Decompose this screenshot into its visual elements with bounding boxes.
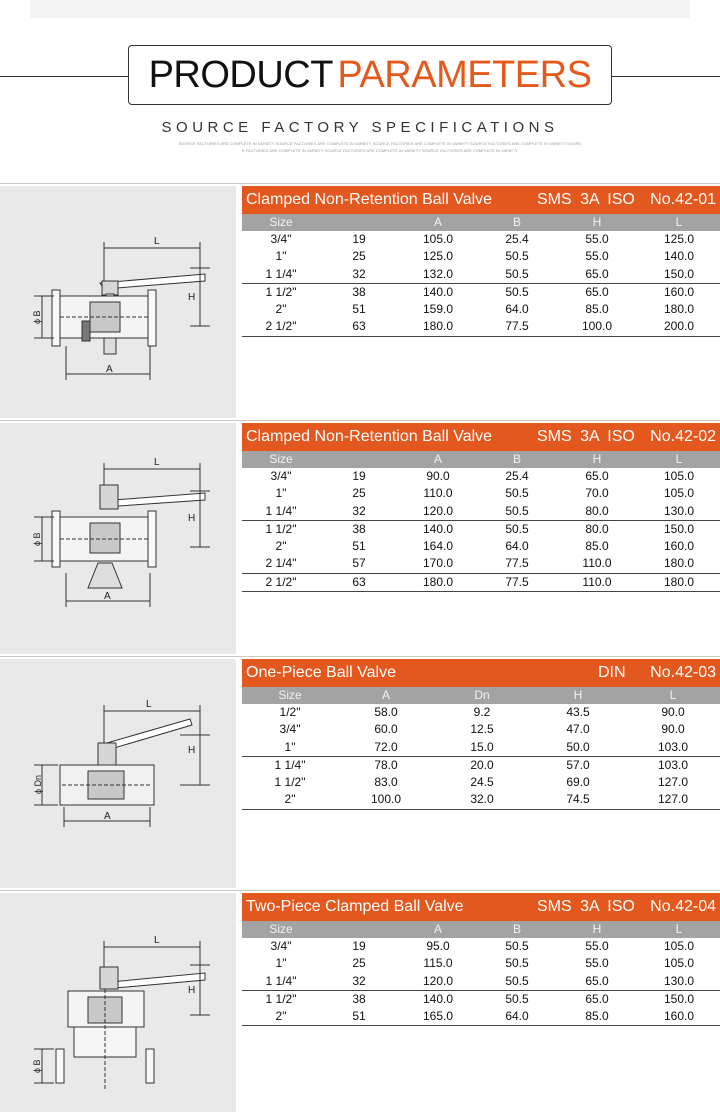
title-dark-word: PRODUCT <box>148 54 333 96</box>
table-cell: 115.0 <box>423 956 453 971</box>
spec-table-42-04 <box>242 893 720 1026</box>
header-rule-right <box>612 76 720 77</box>
table-cell: 50.5 <box>505 486 529 501</box>
table-cell: 38 <box>352 521 366 536</box>
section-divider <box>0 183 720 184</box>
table-row <box>242 468 720 485</box>
table-cell: 95.0 <box>426 939 450 953</box>
column-header <box>320 451 398 468</box>
column-header: Size <box>269 452 293 466</box>
table-cell: 1 1/2" <box>265 991 297 1006</box>
dim-label-B: ϕ B <box>32 310 42 324</box>
table-row <box>242 555 720 573</box>
table-cell: 32.0 <box>470 792 494 807</box>
column-header: L <box>675 452 683 466</box>
table-cell: 150.0 <box>663 521 695 536</box>
column-header: H <box>573 688 583 702</box>
dim-label-A: A <box>104 811 111 822</box>
table-cell: 200.0 <box>663 319 695 334</box>
table-cell: 50.5 <box>505 973 529 988</box>
table-row <box>242 301 720 318</box>
table-cell: 150.0 <box>663 991 695 1006</box>
table-row <box>242 990 720 1008</box>
valve-drawing-42-04 <box>0 893 236 1112</box>
table-cell: 63 <box>352 319 366 334</box>
table-cell: 160.0 <box>663 1009 695 1024</box>
table-cell: 130.0 <box>663 503 695 518</box>
table-cell: 50.5 <box>505 266 529 281</box>
table-cell: 180.0 <box>663 556 695 571</box>
table-cell: 85.0 <box>585 539 609 554</box>
table-cell: 165.0 <box>422 1009 454 1024</box>
table-cell: 69.0 <box>566 775 590 790</box>
table-cell: 90.0 <box>661 705 685 719</box>
column-header: A <box>433 452 442 466</box>
table-cell: 64.0 <box>505 302 529 317</box>
table-row <box>242 520 720 538</box>
table-row <box>242 318 720 336</box>
table-row <box>242 791 720 809</box>
table-cell: 164.0 <box>422 539 454 554</box>
table-row <box>242 973 720 990</box>
table-cell: 127.0 <box>657 775 689 790</box>
table-column-headers <box>242 687 720 704</box>
column-header: L <box>675 922 683 936</box>
table-cell: 51 <box>352 302 366 317</box>
table-cell: 15.0 <box>470 739 494 754</box>
table-cell: 25.4 <box>505 469 529 483</box>
table-number: No.42-01 <box>650 191 716 208</box>
valve-drawing-42-03 <box>0 659 236 888</box>
table-cell: 1 1/2" <box>265 284 297 299</box>
table-cell: 77.5 <box>505 574 529 589</box>
table-cell: 58.0 <box>374 705 398 719</box>
dim-label-H: H <box>188 745 196 756</box>
table-cell: 140.0 <box>422 284 454 299</box>
table-title: Clamped Non-Retention Ball Valve <box>246 428 493 445</box>
valve-drawing-42-02 <box>0 423 236 654</box>
column-header: H <box>592 922 602 936</box>
table-cell: 72.0 <box>374 739 398 754</box>
table-cell: 80.0 <box>585 503 609 518</box>
table-row <box>242 283 720 301</box>
column-header: Size <box>269 215 293 229</box>
table-row <box>242 938 720 955</box>
header-rule-left <box>0 76 128 77</box>
table-cell: 180.0 <box>422 574 454 589</box>
table-cell: 110.0 <box>423 486 453 501</box>
table-cell: 125.0 <box>422 249 454 264</box>
column-header: A <box>381 688 390 702</box>
table-cell: 1 1/4" <box>274 757 306 772</box>
table-number: No.42-04 <box>650 898 716 915</box>
table-cell: 2 1/2" <box>265 319 297 334</box>
table-title: One-Piece Ball Valve <box>246 664 396 681</box>
table-cell: 25 <box>352 249 366 264</box>
table-cell: 50.5 <box>505 284 529 299</box>
table-cell: 125.0 <box>663 232 695 246</box>
column-header <box>320 214 398 231</box>
table-cell: 110.0 <box>582 574 612 589</box>
spec-table-42-01 <box>242 186 720 337</box>
dim-label-L: L <box>154 236 160 247</box>
column-header: L <box>675 215 683 229</box>
table-cell: 85.0 <box>585 302 609 317</box>
dim-label-L: L <box>154 457 160 468</box>
table-cell: 32 <box>352 266 366 281</box>
table-cell: 140.0 <box>422 991 454 1006</box>
table-cell: 150.0 <box>663 266 695 281</box>
table-title: Clamped Non-Retention Ball Valve <box>246 191 493 208</box>
dim-label-H: H <box>188 513 196 524</box>
table-cell: 65.0 <box>585 266 609 281</box>
table-cell: 132.0 <box>422 266 454 281</box>
table-cell: 55.0 <box>585 249 609 264</box>
table-cell: 50.5 <box>505 249 529 264</box>
table-cell: 65.0 <box>585 991 609 1006</box>
table-cell: 64.0 <box>505 539 529 554</box>
table-cell: 19 <box>352 939 366 953</box>
table-cell: 57 <box>352 556 366 571</box>
table-row <box>242 774 720 791</box>
table-row <box>242 955 720 972</box>
table-cell: 3/4" <box>270 939 292 953</box>
table-row <box>242 231 720 248</box>
table-cell: 64.0 <box>505 1009 529 1024</box>
table-cell: 120.0 <box>422 973 454 988</box>
table-cell: 83.0 <box>374 775 398 790</box>
table-cell: 103.0 <box>657 739 689 754</box>
table-row <box>242 248 720 265</box>
spec-table-42-03 <box>242 659 720 810</box>
table-cell: 50.5 <box>505 956 529 971</box>
table-cell: 1" <box>275 486 287 501</box>
table-cell: 77.5 <box>505 556 529 571</box>
dim-label-B: ϕ B <box>32 532 42 546</box>
table-cell: 1 1/4" <box>265 266 297 281</box>
dim-label-B: ϕ B <box>32 1059 42 1073</box>
table-cell: 90.0 <box>426 469 450 483</box>
table-cell: 180.0 <box>663 302 695 317</box>
table-cell: 50.5 <box>505 991 529 1006</box>
table-cell: 180.0 <box>663 574 695 589</box>
table-row <box>242 266 720 283</box>
table-cell: 100.0 <box>370 792 402 807</box>
table-row <box>242 1008 720 1026</box>
table-cell: 2" <box>275 539 287 554</box>
table-cell: 70.0 <box>585 486 609 501</box>
page-title <box>128 45 612 105</box>
table-cell: 38 <box>352 284 366 299</box>
table-title-bar <box>242 186 720 214</box>
table-cell: 65.0 <box>585 284 609 299</box>
table-row <box>242 538 720 555</box>
clamped-valve-diagram <box>0 423 236 654</box>
column-header: Size <box>269 922 293 936</box>
table-row <box>242 704 720 721</box>
table-cell: 110.0 <box>582 556 612 571</box>
table-cell: 100.0 <box>581 319 613 334</box>
valve-drawing-42-01 <box>0 186 236 418</box>
table-cell: 50.5 <box>505 503 529 518</box>
table-cell: 105.0 <box>663 486 695 501</box>
table-row <box>242 721 720 738</box>
table-row <box>242 739 720 756</box>
table-cell: 1/2" <box>279 705 301 719</box>
table-cell: 103.0 <box>657 757 689 772</box>
table-column-headers <box>242 451 720 468</box>
table-cell: 160.0 <box>663 284 695 299</box>
table-column-headers <box>242 214 720 231</box>
table-cell: 74.5 <box>566 792 590 807</box>
top-band <box>30 0 690 18</box>
table-cell: 160.0 <box>663 539 695 554</box>
column-header: Size <box>278 688 302 702</box>
table-cell: 9.2 <box>473 705 491 719</box>
fine-print-line-2: E FACTORIES ARE COMPLETE IN VARIETY SOURCE FACTORIES ARE COMPLETE IN VARIETY SOURCE FACTORIES ARE COMPLETE IN VARIETY <box>242 148 518 153</box>
table-cell: 77.5 <box>505 319 529 334</box>
two-piece-valve-diagram <box>0 893 236 1112</box>
table-cell: 180.0 <box>422 319 454 334</box>
table-cell: 55.0 <box>585 939 609 953</box>
table-cell: 55.0 <box>585 956 609 971</box>
table-cell: 120.0 <box>422 503 454 518</box>
table-cell: 105.0 <box>663 939 695 953</box>
table-cell: 105.0 <box>422 232 454 246</box>
table-standard: SMS 3A ISO <box>537 898 635 915</box>
dim-label-A: A <box>104 591 111 602</box>
table-cell: 19 <box>352 232 366 246</box>
table-cell: 2" <box>275 1009 287 1024</box>
table-cell: 140.0 <box>422 521 454 536</box>
table-cell: 127.0 <box>657 792 689 807</box>
dim-label-L: L <box>154 935 160 946</box>
column-header: Dn <box>474 688 490 702</box>
table-cell: 1" <box>275 249 287 264</box>
table-cell: 1" <box>284 739 296 754</box>
table-row <box>242 574 720 592</box>
table-cell: 38 <box>352 991 366 1006</box>
table-cell: 51 <box>352 1009 366 1024</box>
table-cell: 65.0 <box>585 973 609 988</box>
table-cell: 78.0 <box>374 757 398 772</box>
column-header: A <box>433 215 442 229</box>
fine-print-line-1: SOURCE FACTORIES ARE COMPLETE IN VARIETY SOURCE FACTORIES ARE COMPLETE IN VARIETY SOURCE FACTORIES ARE COMPLETE IN VARIETY SOURCE FACTORIES ARE COMPLETE IN VARIETY SOURC <box>178 141 582 146</box>
table-cell: 85.0 <box>585 1009 609 1024</box>
column-header: H <box>592 452 602 466</box>
section-divider <box>0 890 720 891</box>
table-cell: 2 1/2" <box>265 574 297 589</box>
table-standard: DIN <box>598 664 626 681</box>
table-cell: 25 <box>352 486 366 501</box>
column-header: B <box>512 452 521 466</box>
dim-label-L: L <box>146 699 152 710</box>
table-cell: 65.0 <box>585 469 609 483</box>
column-header <box>320 921 398 938</box>
page-subtitle: SOURCE FACTORY SPECIFICATIONS <box>161 119 559 136</box>
one-piece-valve-diagram <box>0 659 236 888</box>
table-cell: 2 1/4" <box>265 556 297 571</box>
column-header: A <box>433 922 442 936</box>
table-column-headers <box>242 921 720 938</box>
table-cell: 2" <box>284 792 296 807</box>
table-cell: 90.0 <box>661 722 685 737</box>
table-cell: 24.5 <box>470 775 494 790</box>
table-title-bar <box>242 893 720 921</box>
clamped-valve-diagram <box>0 186 236 418</box>
table-cell: 3/4" <box>270 469 292 483</box>
table-cell: 57.0 <box>566 757 590 772</box>
table-cell: 63 <box>352 574 366 589</box>
table-cell: 159.0 <box>422 302 454 317</box>
table-standard: SMS 3A ISO <box>537 428 635 445</box>
dim-label-Dn: ϕ Dn <box>33 774 43 794</box>
dim-label-H: H <box>188 292 196 303</box>
table-number: No.42-02 <box>650 428 716 445</box>
table-standard: SMS 3A ISO <box>537 191 635 208</box>
section-divider <box>0 420 720 421</box>
table-cell: 80.0 <box>585 521 609 536</box>
table-cell: 50.5 <box>505 521 529 536</box>
column-header: B <box>512 215 521 229</box>
spec-table-42-02 <box>242 423 720 592</box>
table-cell: 12.5 <box>470 722 494 737</box>
column-header: H <box>592 215 602 229</box>
table-cell: 47.0 <box>566 722 590 737</box>
table-cell: 50.0 <box>566 739 590 754</box>
column-header: L <box>669 688 677 702</box>
table-cell: 60.0 <box>374 722 398 737</box>
table-cell: 1 1/2" <box>274 775 306 790</box>
table-cell: 105.0 <box>663 956 695 971</box>
table-cell: 2" <box>275 302 287 317</box>
table-row <box>242 485 720 502</box>
table-cell: 170.0 <box>422 556 454 571</box>
table-title-bar <box>242 423 720 451</box>
table-cell: 1 1/4" <box>265 503 297 518</box>
title-orange-word: PARAMETERS <box>337 54 592 96</box>
table-cell: 3/4" <box>279 722 301 737</box>
dim-label-A: A <box>106 364 113 375</box>
table-cell: 25.4 <box>505 232 529 246</box>
table-cell: 105.0 <box>663 469 695 483</box>
table-title: Two-Piece Clamped Ball Valve <box>246 898 464 915</box>
column-header: B <box>512 922 521 936</box>
table-cell: 3/4" <box>270 232 292 246</box>
table-cell: 55.0 <box>585 232 609 246</box>
table-cell: 32 <box>352 503 366 518</box>
table-cell: 1 1/4" <box>265 973 297 988</box>
table-cell: 25 <box>352 956 366 971</box>
table-cell: 43.5 <box>566 705 590 719</box>
table-row <box>242 756 720 774</box>
table-title-bar <box>242 659 720 687</box>
table-row <box>242 503 720 520</box>
table-cell: 1 1/2" <box>265 521 297 536</box>
table-cell: 51 <box>352 539 366 554</box>
table-cell: 1" <box>275 956 287 971</box>
section-divider <box>0 656 720 657</box>
table-cell: 32 <box>352 973 366 988</box>
table-cell: 19 <box>352 469 366 483</box>
dim-label-H: H <box>188 985 196 996</box>
table-cell: 50.5 <box>505 939 529 953</box>
table-number: No.42-03 <box>650 664 716 681</box>
table-cell: 130.0 <box>663 973 695 988</box>
table-cell: 20.0 <box>470 757 494 772</box>
table-cell: 140.0 <box>663 249 695 264</box>
